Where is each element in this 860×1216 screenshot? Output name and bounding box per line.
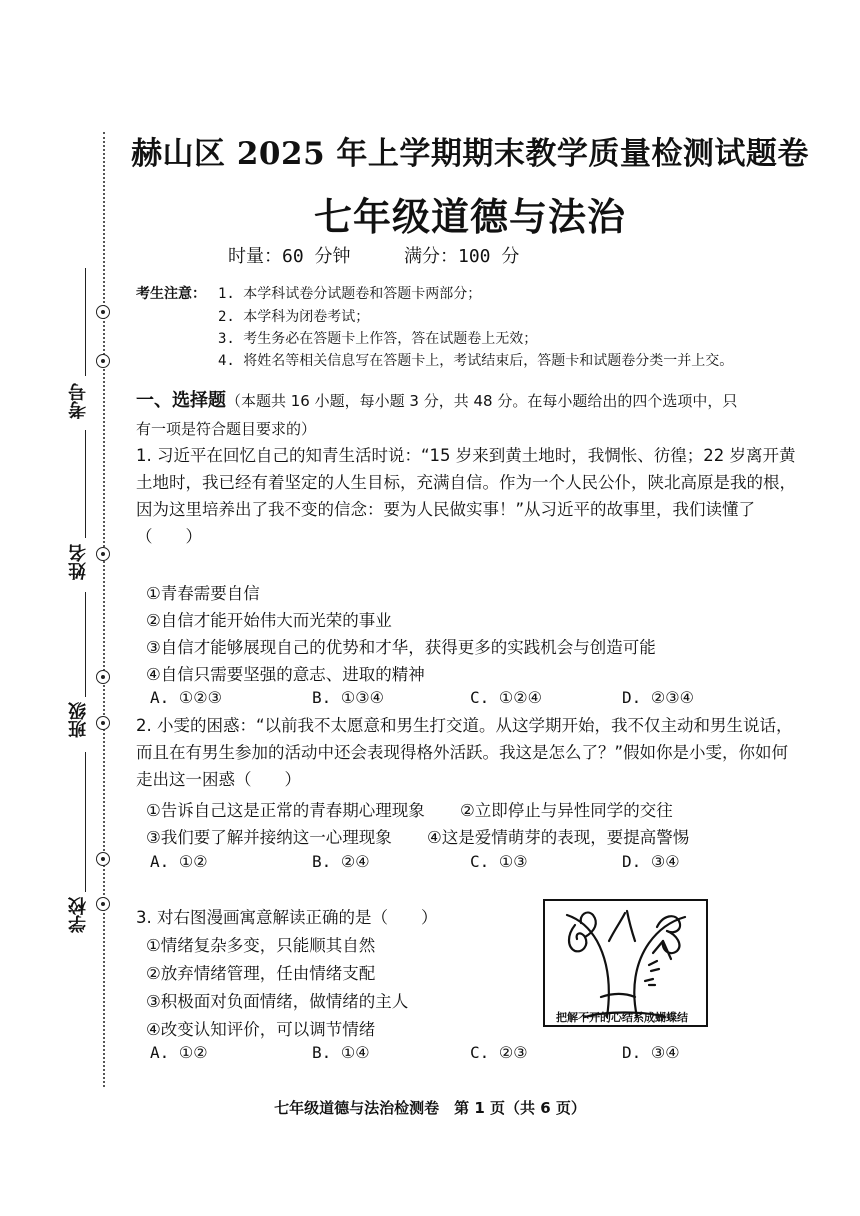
exam-time: 时量：60 分钟 xyxy=(228,246,351,267)
binding-dotted-line xyxy=(103,132,105,1087)
q3-option-a: A. ①② xyxy=(150,1043,208,1062)
binding-hole-icon xyxy=(96,716,110,730)
tree-bow-icon xyxy=(545,901,706,1025)
binding-hole-icon xyxy=(96,852,110,866)
cartoon-image xyxy=(543,899,708,1027)
name-write-line xyxy=(85,430,86,538)
section-header xyxy=(136,387,796,443)
q3-option-d: D. ③④ xyxy=(622,1043,680,1062)
name-label: 姓名 xyxy=(68,544,89,580)
q2-item: ①告诉自己这是正常的青春期心理现象 xyxy=(146,801,425,820)
q1-option-b: B. ①③④ xyxy=(312,688,384,707)
q3-item: ④改变认知评价，可以调节情绪 xyxy=(146,1020,376,1039)
q3-option-c: C. ②③ xyxy=(470,1043,528,1062)
q2-option-b: B. ②④ xyxy=(312,852,370,871)
q2-item: ②立即停止与异性同学的交往 xyxy=(460,801,673,820)
exam-no-label: 考号 xyxy=(68,383,89,419)
q1-option-a: A. ①②③ xyxy=(150,688,222,707)
note-item: 4. 将姓名等相关信息写在答题卡上，考试结束后，答题卡和试题卷分类一并上交。 xyxy=(218,353,734,369)
exam-no-write-line xyxy=(85,268,86,376)
section-title: 一、选择题 xyxy=(136,390,226,411)
exam-score: 满分：100 分 xyxy=(404,246,520,267)
q1-option-d: D. ②③④ xyxy=(622,688,694,707)
class-label: 班级 xyxy=(68,702,89,738)
q3-item: ②放弃情绪管理，任由情绪支配 xyxy=(146,964,376,983)
note-item: 1. 本学科试卷分试题卷和答题卡两部分； xyxy=(218,286,482,302)
note-item: 3. 考生务必在答题卡上作答，答在试题卷上无效； xyxy=(218,331,538,347)
school-write-line xyxy=(85,752,86,892)
class-write-line xyxy=(85,592,86,697)
binding-hole-icon xyxy=(96,547,110,561)
q1-option-c: C. ①②④ xyxy=(470,688,542,707)
school-label: 学校 xyxy=(68,897,89,933)
q2-item: ④这是爱情萌芽的表现，要提高警惕 xyxy=(427,828,690,847)
binding-hole-icon xyxy=(96,670,110,684)
q2-option-a: A. ①② xyxy=(150,852,208,871)
binding-hole-icon xyxy=(96,305,110,319)
section-desc-cont: 有一项是符合题目要求的） xyxy=(136,420,317,438)
q2-option-d: D. ③④ xyxy=(622,852,680,871)
q3-option-b: B. ①④ xyxy=(312,1043,370,1062)
q1-item: ②自信才能开始伟大而光荣的事业 xyxy=(146,611,392,630)
note-item: 2. 本学科为闭卷考试； xyxy=(218,309,370,325)
q3-item: ①情绪复杂多变，只能顺其自然 xyxy=(146,936,376,955)
section-desc: （本题共 16 小题，每小题 3 分，共 48 分。在每小题给出的四个选项中，只 xyxy=(226,392,738,410)
question-1-stem: 1. 习近平在回忆自己的知青生活时说：“15 岁来到黄土地时，我惆怅、彷徨；22 岁离开黄土地时，我已经有着坚定的人生目标，充满自信。作为一个人民公仆，陕北高原是我的根，因为这里培养出了我不变的信念：要为人民做实事！”从习近平的故事里，我们读懂了（ ） xyxy=(136,446,796,546)
binding-hole-icon xyxy=(96,354,110,368)
question-2-stem: 2. 小雯的困惑：“以前我不太愿意和男生打交道。从这学期开始，我不仅主动和男生说话，而且在有男生参加的活动中还会表现得格外活跃。我这是怎么了？”假如你是小雯，你如何走出这一困惑（ ） xyxy=(136,716,793,789)
question-3-stem: 3. 对右图漫画寓意解读正确的是（ ） xyxy=(136,908,438,927)
exam-title: 赫山区 2025 年上学期期末教学质量检测试题卷 xyxy=(131,136,809,172)
exam-subtitle: 七年级道德与法治 xyxy=(313,194,626,239)
q2-item: ③我们要了解并接纳这一心理现象 xyxy=(146,828,392,847)
cartoon-caption: 把解不开的心结系成蝴蝶结 xyxy=(556,1011,688,1024)
q2-option-c: C. ①③ xyxy=(470,852,528,871)
q1-item: ①青春需要自信 xyxy=(146,584,260,603)
notes-label: 考生注意： xyxy=(136,286,206,302)
q1-item: ③自信才能够展现自己的优势和才华，获得更多的实践机会与创造可能 xyxy=(146,638,656,657)
binding-hole-icon xyxy=(96,897,110,911)
page-footer: 七年级道德与法治检测卷 第 1 页（共 6 页） xyxy=(274,1099,586,1117)
q3-item: ③积极面对负面情绪，做情绪的主人 xyxy=(146,992,409,1011)
q1-item: ④自信只需要坚强的意志、进取的精神 xyxy=(146,665,425,684)
